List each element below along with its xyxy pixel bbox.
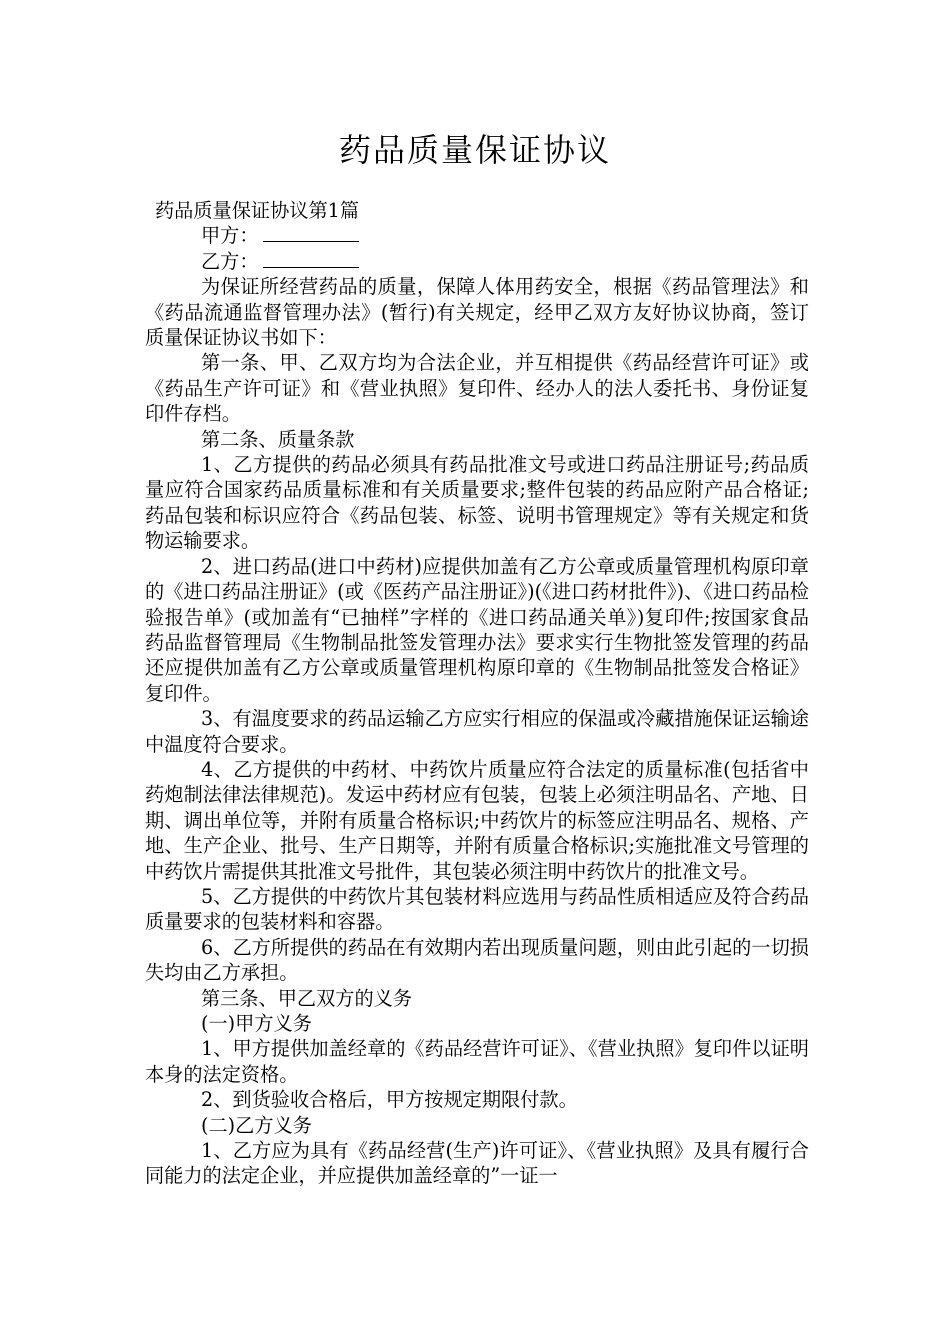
paragraph: 4、乙方提供的中药材、中药饮片质量应符合法定的质量标准(包括省中药炮制法律法律规范)。发运中药材应有包装，包装上必须注明品名、产地、日期、调出单位等，并附有质量合格标识;中药饮片的标签应注明品名、规格、产地、生产企业、批号、生产日期等，并附有质量合格标识;实施批准文号管理的中药饮片需提供其批准文号批件，其包装必须注明中药饮片的批准文号。	[145, 757, 809, 883]
party-b-line	[145, 249, 809, 274]
party-a-label: 甲方：	[201, 224, 259, 248]
paragraph: 2、进口药品(进口中药材)应提供加盖有乙方公章或质量管理机构原印章的《进口药品注册证》(或《医药产品注册证》)(《进口药材批件》)、《进口药品检验报告单》(或加盖有“已抽样”字样的《进口药品通关单》)复印件;按国家食品药品监督管理局《生物制品批签发管理办法》要求实行生物批签发管理的药品还应提供加盖有乙方公章或质量管理机构原印章的《生物制品批签发合格证》复印件。	[145, 554, 809, 705]
paragraph: 2、到货验收合格后，甲方按规定期限付款。	[201, 1088, 578, 1112]
paragraph: 1、甲方提供加盖经章的《药品经营许可证》、《营业执照》复印件以证明本身的法定资格。	[145, 1037, 809, 1086]
section-heading: 第三条、甲乙双方的义务	[201, 986, 413, 1010]
paragraph: 1、乙方应为具有《药品经营(生产)许可证》、《营业执照》及具有履行合同能力的法定企业，并应提供加盖经章的”一证一	[145, 1139, 809, 1188]
party-b-blank	[263, 249, 359, 268]
paragraph: 1、乙方提供的药品必须具有药品批准文号或进口药品注册证号;药品质量应符合国家药品质量标准和有关质量要求;整件包装的药品应附产品合格证;药品包装和标识应符合《药品包装、标签、说明书管理规定》等有关规定和货物运输要求。	[145, 453, 809, 553]
section-heading: 第二条、质量条款	[201, 427, 355, 451]
subsection-heading: (二)乙方义务	[201, 1113, 312, 1137]
party-a-line	[145, 223, 809, 248]
paragraph: 3、有温度要求的药品运输乙方应实行相应的保温或冷藏措施保证运输途中温度符合要求。	[145, 707, 809, 756]
document-body	[145, 198, 809, 1189]
paragraph: 6、乙方所提供的药品在有效期内若出现质量问题，则由此引起的一切损失均由乙方承担。	[145, 935, 809, 985]
party-a-blank	[263, 223, 359, 242]
party-b-label: 乙方：	[201, 249, 259, 273]
document-subtitle: 药品质量保证协议第1篇	[155, 199, 360, 222]
paragraph: 5、乙方提供的中药饮片其包装材料应选用与药品性质相适应及符合药品质量要求的包装材料和容器。	[145, 884, 809, 934]
paragraph: 第一条、甲、乙双方均为合法企业，并互相提供《药品经营许可证》或《药品生产许可证》和《营业执照》复印件、经办人的法人委托书、身份证复印件存档。	[145, 351, 809, 426]
document-title: 药品质量保证协议	[338, 131, 611, 169]
paragraph: 为保证所经营药品的质量，保障人体用药安全，根据《药品管理法》和《药品流通监督管理办法》(暂行)有关规定，经甲乙双方友好协议协商，签订质量保证协议书如下：	[145, 275, 809, 350]
subsection-heading: (一)甲方义务	[201, 1012, 312, 1035]
